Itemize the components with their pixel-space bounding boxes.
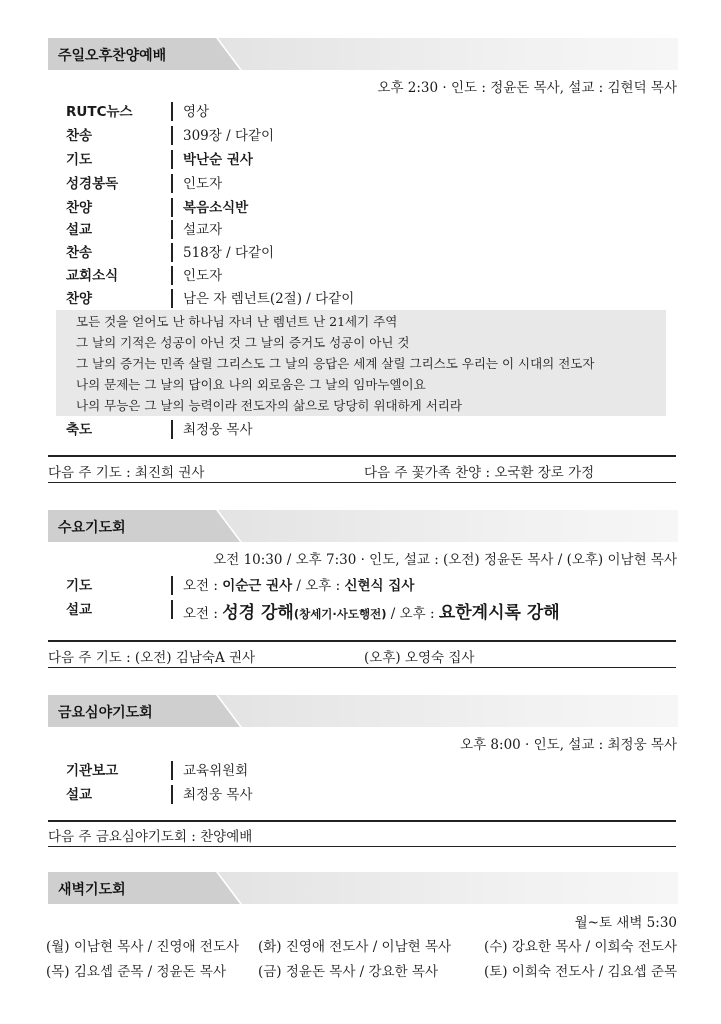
lyrics-line: 나의 문제는 그 날의 답이요 나의 외로움은 그 날의 임마누엘이요: [76, 377, 426, 392]
next-prayer-pm: (오후) 오영숙 집사: [364, 650, 475, 666]
service-info: 오후 2:30 · 인도 : 정윤돈 목사, 설교 : 김현덕 목사: [377, 80, 677, 96]
divider: [48, 640, 676, 642]
dawn-entry: (금) 정윤돈 목사 / 강요한 목사: [258, 964, 438, 980]
section-header-wednesday: [48, 510, 678, 542]
divider: [48, 482, 676, 483]
lyrics-line: 나의 무능은 그 날의 능력이라 전도자의 삶으로 당당히 위대하게 서리라: [76, 398, 462, 413]
next-prayer: 다음 주 기도 : 최진희 권사: [48, 465, 205, 481]
dawn-entry: (화) 진영애 전도사 / 이남현 목사: [258, 939, 452, 955]
dawn-entry: (목) 김요셉 준목 / 정윤돈 목사: [46, 964, 226, 980]
section-header-friday: [48, 695, 678, 727]
section-title: 주일오후찬양예배: [58, 48, 167, 64]
next-prayer-am: 다음 주 기도 : (오전) 김남숙A 권사: [48, 650, 256, 666]
section-header-sunday: [48, 38, 678, 70]
dawn-entry: (월) 이남현 목사 / 진영애 전도사: [46, 939, 240, 955]
section-title: 금요심야기도회: [58, 705, 153, 721]
dawn-entry: (토) 이희숙 전도사 / 김요셉 준목: [483, 964, 677, 980]
service-info: 월~토 새벽 5:30: [574, 915, 677, 931]
divider: [48, 820, 676, 822]
next-friday: 다음 주 금요심야기도회 : 찬양예배: [48, 829, 253, 845]
divider: [48, 455, 676, 457]
service-info: 오전 10:30 / 오후 7:30 · 인도, 설교 : (오전) 정윤돈 목사 / (오후) 이남현 목사: [213, 552, 677, 568]
section-header-dawn: [48, 872, 678, 904]
section-title: 수요기도회: [58, 520, 126, 536]
next-flower: 다음 주 꽃가족 찬양 : 오국환 장로 가정: [364, 465, 595, 481]
lyrics-line: 그 날의 증거는 민족 살릴 그리스도 그 날의 응답은 세계 살릴 그리스도 우리는 이 시대의 전도자: [76, 356, 595, 371]
lyrics-line: 그 날의 기적은 성공이 아닌 것 그 날의 증거도 성공이 아닌 것: [76, 335, 410, 350]
section-title: 새벽기도회: [58, 882, 126, 898]
service-info: 오후 8:00 · 인도, 설교 : 최정웅 목사: [460, 737, 677, 753]
divider: [48, 846, 676, 847]
lyrics-line: 모든 것을 얻어도 난 하나님 자녀 난 렘넌트 난 21세기 주역: [76, 314, 398, 329]
lyrics-box: [56, 310, 666, 416]
divider: [48, 667, 676, 668]
dawn-entry: (수) 강요한 목사 / 이희숙 전도사: [483, 939, 677, 955]
